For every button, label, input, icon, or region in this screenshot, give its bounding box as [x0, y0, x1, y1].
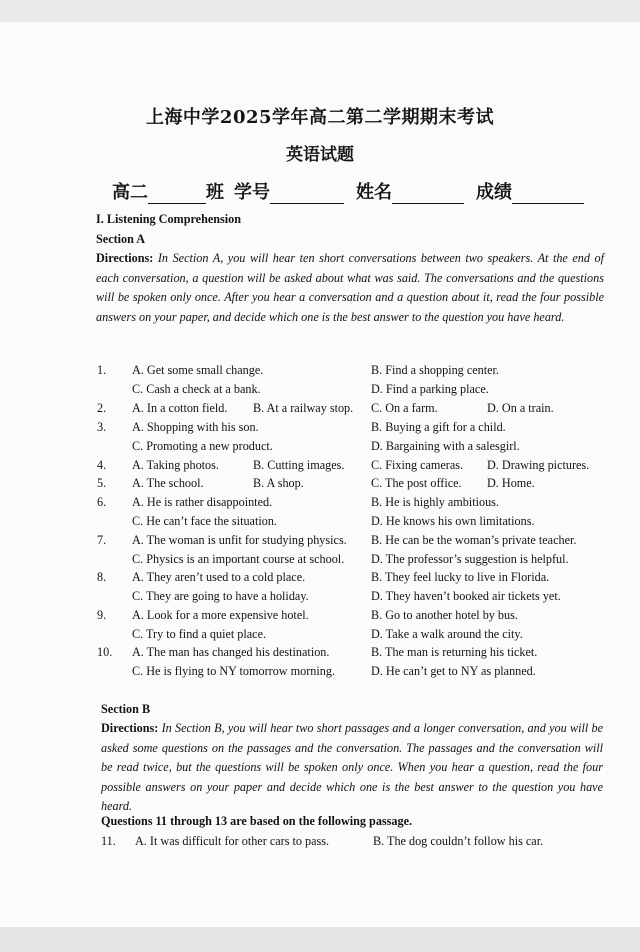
- question-2-option-b[interactable]: B. At a railway stop.: [253, 401, 354, 415]
- exam-subtitle: 英语试题: [286, 145, 354, 165]
- question-7-option-b[interactable]: B. He can be the woman’s private teacher.: [371, 533, 577, 547]
- question-1-option-d[interactable]: D. Find a parking place.: [371, 382, 489, 396]
- question-4-option-d[interactable]: D. Drawing pictures.: [487, 458, 590, 472]
- question-11-option-b[interactable]: B. The dog couldn’t follow his car.: [373, 834, 544, 848]
- question-7-option-d[interactable]: D. The professor’s suggestion is helpful.: [371, 552, 569, 566]
- question-9-option-d[interactable]: D. Take a walk around the city.: [371, 627, 523, 641]
- question-6-option-b[interactable]: B. He is highly ambitious.: [371, 495, 499, 509]
- sectionB-directions-label: Directions:: [101, 721, 159, 735]
- question-2-number: 2.: [97, 401, 107, 415]
- sectionA-directions-label: Directions:: [96, 251, 154, 265]
- question-3-number: 3.: [97, 420, 107, 434]
- question-8-option-b[interactable]: B. They feel lucky to live in Florida.: [371, 570, 550, 584]
- question-9-option-a[interactable]: A. Look for a more expensive hotel.: [132, 608, 309, 622]
- question-10-number: 10.: [97, 645, 113, 659]
- question-6-number: 6.: [97, 495, 107, 509]
- sectionA-directions: [96, 249, 604, 327]
- question-9-option-c[interactable]: C. Try to find a quiet place.: [132, 627, 267, 641]
- question-5-option-d[interactable]: D. Home.: [487, 476, 535, 490]
- sectionB-directions: [101, 719, 603, 817]
- name-blank[interactable]: [392, 185, 464, 204]
- class-label: 班: [206, 182, 224, 203]
- question-10-option-c[interactable]: C. He is flying to NY tomorrow morning.: [132, 664, 335, 678]
- question-2-option-a[interactable]: A. In a cotton field.: [132, 401, 228, 415]
- question-8-number: 8.: [97, 570, 107, 584]
- question-5-option-c[interactable]: C. The post office.: [371, 476, 462, 490]
- name-label: 姓名: [356, 182, 392, 203]
- question-7-option-c[interactable]: C. Physics is an important course at school.: [132, 552, 345, 566]
- question-3-option-d[interactable]: D. Bargaining with a salesgirl.: [371, 439, 520, 453]
- sectionB-heading: Section B: [101, 702, 151, 716]
- question-1-number: 1.: [97, 363, 107, 377]
- question-8-option-c[interactable]: C. They are going to have a holiday.: [132, 589, 309, 603]
- question-6-option-d[interactable]: D. He knows his own limitations.: [371, 514, 535, 528]
- question-4-number: 4.: [97, 458, 107, 472]
- question-9-option-b[interactable]: B. Go to another hotel by bus.: [371, 608, 518, 622]
- question-11-number: 11.: [101, 834, 116, 848]
- question-7-option-a[interactable]: A. The woman is unfit for studying physics.: [132, 533, 347, 547]
- question-5-option-b[interactable]: B. A shop.: [253, 476, 304, 490]
- question-4-option-c[interactable]: C. Fixing cameras.: [371, 458, 464, 472]
- score-blank[interactable]: [512, 185, 584, 204]
- passage-note: Questions 11 through 13 are based on the following passage.: [101, 814, 413, 828]
- question-10-option-a[interactable]: A. The man has changed his destination.: [132, 645, 330, 659]
- sectionB-directions-text: In Section B, you will hear two short passages and a longer conversation, and you will be asked some questions on the passages and the conversation. The passages and the conversation will be read twice, but the questions will be spoken only once. When you hear a question, read the four possible answers on your paper and decide which one is the best answer to the question you have heard.: [101, 721, 603, 813]
- question-5-option-a[interactable]: A. The school.: [132, 476, 204, 490]
- score-label: 成绩: [476, 182, 512, 203]
- question-1-option-b[interactable]: B. Find a shopping center.: [371, 363, 499, 377]
- question-9-number: 9.: [97, 608, 107, 622]
- grade-label: 高二: [112, 182, 148, 203]
- question-5-number: 5.: [97, 476, 107, 490]
- question-3-option-a[interactable]: A. Shopping with his son.: [132, 420, 259, 434]
- question-8-option-d[interactable]: D. They haven’t booked air tickets yet.: [371, 589, 561, 603]
- question-6-option-a[interactable]: A. He is rather disappointed.: [132, 495, 273, 509]
- sectionA-directions-text: In Section A, you will hear ten short conversations between two speakers. At the end of each conversation, a question will be asked about what was said. The conversations and the questions will be spoken only once. After you hear a conversation and a question about it, read the four possible answers on your paper, and decide which one is the best answer to the question you have heard.: [96, 251, 604, 324]
- question-10-option-b[interactable]: B. The man is returning his ticket.: [371, 645, 538, 659]
- question-1-option-c[interactable]: C. Cash a check at a bank.: [132, 382, 261, 396]
- question-11-option-a[interactable]: A. It was difficult for other cars to pass.: [135, 834, 330, 848]
- scan-bottom-margin: [0, 927, 640, 952]
- question-4-option-b[interactable]: B. Cutting images.: [253, 458, 345, 472]
- question-3-option-b[interactable]: B. Buying a gift for a child.: [371, 420, 506, 434]
- id-label: 学号: [234, 182, 270, 203]
- question-4-option-a[interactable]: A. Taking photos.: [132, 458, 219, 472]
- question-8-option-a[interactable]: A. They aren’t used to a cold place.: [132, 570, 306, 584]
- scan-top-margin: [0, 0, 640, 22]
- question-3-option-c[interactable]: C. Promoting a new product.: [132, 439, 273, 453]
- exam-title: 上海中学2025学年高二第二学期期末考试: [145, 107, 495, 128]
- question-7-number: 7.: [97, 533, 107, 547]
- question-1-option-a[interactable]: A. Get some small change.: [132, 363, 264, 377]
- question-10-option-d[interactable]: D. He can’t get to NY as planned.: [371, 664, 536, 678]
- part1-heading: I. Listening Comprehension: [96, 212, 242, 226]
- id-blank[interactable]: [270, 185, 344, 204]
- sectionA-heading: Section A: [96, 232, 146, 246]
- question-2-option-d[interactable]: D. On a train.: [487, 401, 554, 415]
- question-2-option-c[interactable]: C. On a farm.: [371, 401, 438, 415]
- class-blank[interactable]: [148, 185, 206, 204]
- student-info-line: [112, 178, 584, 204]
- question-6-option-c[interactable]: C. He can’t face the situation.: [132, 514, 277, 528]
